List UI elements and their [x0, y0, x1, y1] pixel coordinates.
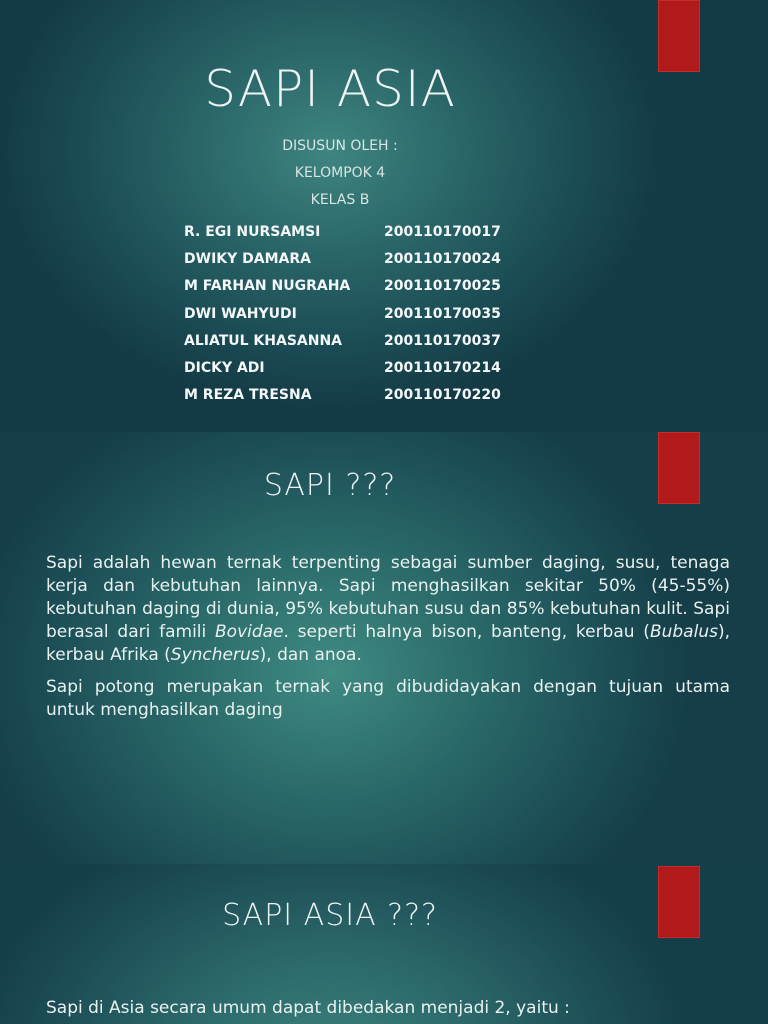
member-list	[184, 218, 544, 409]
member-row	[184, 300, 544, 327]
member-name: DICKY ADI	[184, 360, 265, 377]
member-row	[184, 354, 544, 381]
slide-sapi-asia	[0, 864, 768, 1024]
para-italic: Bubalus	[649, 622, 718, 642]
slide-title-heading: SAPI ASIA	[204, 60, 456, 118]
para-italic: Syncherus	[170, 645, 260, 665]
member-id: 200110170017	[384, 223, 501, 240]
slide-title	[0, 0, 768, 432]
member-row	[184, 327, 544, 354]
member-id: 200110170220	[384, 387, 501, 404]
member-row	[184, 273, 544, 300]
compiled-by-label: DISUSUN OLEH :	[282, 138, 398, 154]
member-row	[184, 245, 544, 272]
member-name: R. EGI NURSAMSI	[184, 223, 321, 240]
member-id: 200110170025	[384, 278, 501, 295]
member-row	[184, 382, 544, 409]
class-label: KELAS B	[310, 192, 370, 208]
red-accent-bar	[658, 432, 700, 504]
member-name: M FARHAN NUGRAHA	[184, 278, 351, 295]
member-id: 200110170035	[384, 305, 501, 322]
slide-sapi	[0, 432, 768, 864]
para-text: . seperti halnya bison, banteng, kerbau (	[283, 622, 650, 642]
sapi-asia-paragraph: Sapi di Asia secara umum dapat dibedakan menjadi 2, yaitu :	[46, 998, 570, 1018]
red-accent-bar	[658, 866, 700, 938]
group-label: KELOMPOK 4	[294, 165, 386, 181]
red-accent-bar	[658, 0, 700, 72]
member-name: DWI WAHYUDI	[184, 305, 297, 322]
slide-sapi-asia-heading: SAPI ASIA ???	[222, 898, 438, 933]
para-text: ), kerbau Afrika (	[46, 622, 730, 665]
member-name: ALIATUL KHASANNA	[184, 332, 343, 349]
member-id: 200110170214	[384, 360, 501, 377]
member-row	[184, 218, 544, 245]
member-name: M REZA TRESNA	[184, 387, 312, 404]
slide-sapi-heading: SAPI ???	[263, 468, 397, 503]
sapi-paragraph-2: Sapi potong merupakan ternak yang dibudidayakan dengan tujuan utama untuk menghasilkan daging	[46, 677, 730, 720]
para-text: Sapi adalah hewan ternak terpenting sebagai sumber daging, susu, tenaga kerja dan kebutuhan lainnya. Sapi menghasilkan sekitar 50% (45-55%) kebutuhan daging di dunia, 95% kebutuhan susu dan 85% kebutuhan kulit. Sapi berasal dari famili	[46, 553, 730, 642]
member-name: DWIKY DAMARA	[184, 250, 311, 267]
member-id: 200110170024	[384, 250, 501, 267]
para-text: ), dan anoa.	[259, 645, 362, 665]
member-id: 200110170037	[384, 332, 501, 349]
para-italic: Bovidae	[215, 622, 284, 642]
sapi-paragraph-1	[46, 552, 730, 667]
